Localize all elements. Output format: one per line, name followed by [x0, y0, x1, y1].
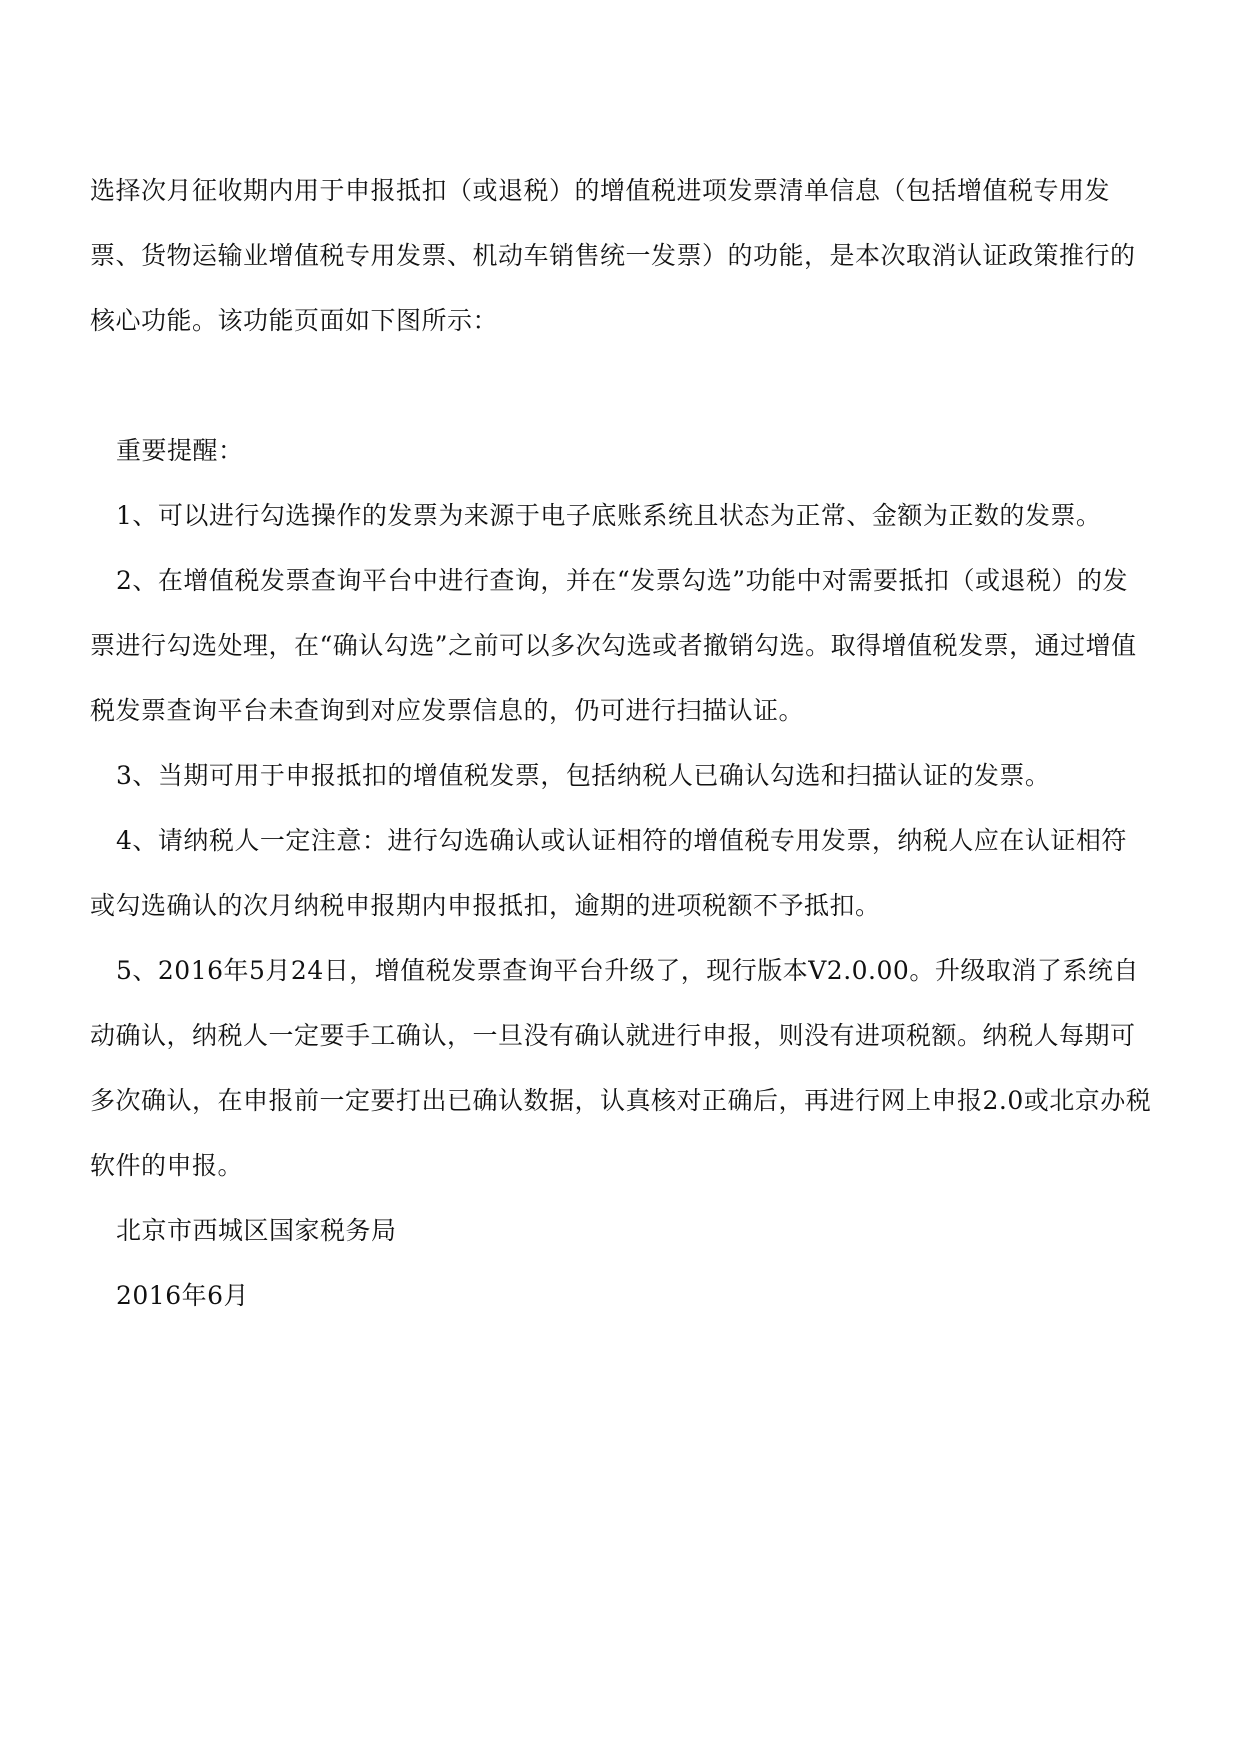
- reminder-item-4: 4、请纳税人一定注意：进行勾选确认或认证相符的增值税专用发票，纳税人应在认证相符或勾选确认的次月纳税申报期内申报抵扣，逾期的进项税额不予抵扣。: [90, 826, 1127, 920]
- issue-date: 2016年6月: [116, 1281, 250, 1310]
- document-body: [90, 158, 1152, 1328]
- reminder-item-2: 2、在增值税发票查询平台中进行查询，并在“发票勾选”功能中对需要抵扣（或退税）的发票进行勾选处理，在“确认勾选”之前可以多次勾选或者撤销勾选。取得增值税发票，通过增值税发票查询平台未查询到对应发票信息的，仍可进行扫描认证。: [90, 566, 1137, 725]
- reminder-item-5: 5、2016年5月24日，增值税发票查询平台升级了，现行版本V2.0.00。升级取消了系统自动确认，纳税人一定要手工确认，一旦没有确认就进行申报，则没有进项税额。纳税人每期可多次确认，在申报前一定要打出已确认数据，认真核对正确后，再进行网上申报2.0或北京办税软件的申报。: [90, 956, 1152, 1180]
- intro-paragraph: 选择次月征收期内用于申报抵扣（或退税）的增值税进项发票清单信息（包括增值税专用发票、货物运输业增值税专用发票、机动车销售统一发票）的功能，是本次取消认证政策推行的核心功能。该功能页面如下图所示：: [90, 176, 1136, 335]
- reminder-heading: 重要提醒：: [116, 436, 244, 465]
- reminder-item-3: 3、当期可用于申报抵扣的增值税发票，包括纳税人已确认勾选和扫描认证的发票。: [116, 761, 1051, 790]
- issuer-name: 北京市西城区国家税务局: [116, 1216, 397, 1245]
- reminder-item-1: 1、可以进行勾选操作的发票为来源于电子底账系统且状态为正常、金额为正数的发票。: [116, 501, 1102, 530]
- paragraph-spacer: [90, 353, 1152, 418]
